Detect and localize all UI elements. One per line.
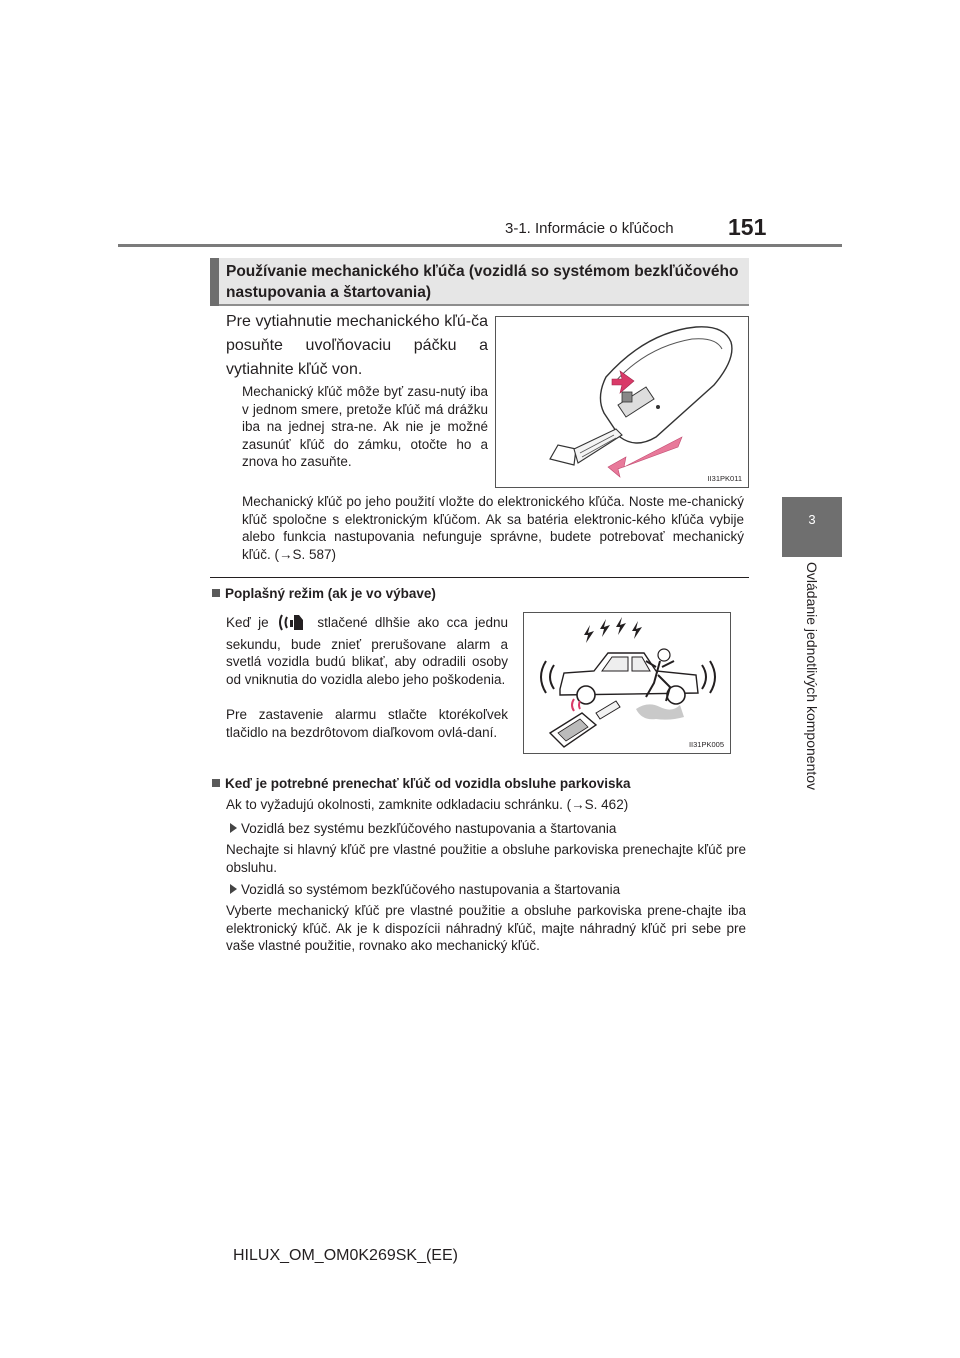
panic-heading	[212, 586, 436, 601]
banner-accent-bar	[210, 258, 219, 306]
square-bullet-icon	[212, 589, 220, 597]
valet-bullet-2	[230, 881, 620, 899]
mech-key-intro: Pre vytiahnutie mechanického kľú-ča posuňte uvoľňovaciu páčku a vytiahnite kľúč von.	[226, 313, 488, 378]
section-separator	[210, 577, 749, 578]
panic-alarm-illustration	[524, 613, 730, 753]
section-title: 3-1. Informácie o kľúčoch	[505, 220, 674, 237]
valet-bullet-2-text: Vozidlá so systémom bezkľúčového nastupovania a štartovania	[241, 882, 621, 897]
valet-intro: Ak to vyžadujú okolnosti, zamknite odkladaciu schránku. (→S. 462)	[226, 797, 629, 812]
chapter-tab: 3	[782, 497, 842, 557]
figure-code: II31PK005	[688, 740, 724, 749]
triangle-bullet-icon	[230, 823, 237, 833]
mech-key-figure	[495, 316, 749, 488]
valet-heading-text: Keď je potrebné prenechať kľúč od vozidla obsluhe parkoviska	[225, 776, 631, 791]
panic-figure	[523, 612, 731, 754]
figure-code: II31PK011	[707, 474, 742, 483]
triangle-bullet-icon	[230, 884, 237, 894]
valet-bullet-1-text: Vozidlá bez systému bezkľúčového nastupovania a štartovania	[241, 821, 617, 836]
panic-heading-text: Poplašný režim (ak je vo výbave)	[225, 586, 436, 601]
valet-heading	[212, 776, 630, 791]
mech-key-illustration	[496, 317, 748, 487]
valet-bullet-1	[230, 820, 616, 838]
panic-text-2: Pre zastavenie alarmu stlačte ktorékoľvek tlačidlo na bezdrôtovom diaľkovom ovlá-daní.	[226, 707, 508, 740]
square-bullet-icon	[212, 779, 220, 787]
mech-key-note-2: Mechanický kľúč po jeho použití vložte do elektronického kľúča. Noste me-chanický kľúč spoločne s elektronickým kľúčom. Ak sa batéria elektronic-kého kľúča vybije alebo funkcia nastupovania nefunguje správne, budete potrebovať mechanický kľúč. (→S. 587)	[242, 494, 744, 562]
chapter-title-wrap	[782, 562, 842, 812]
mech-key-note-1: Mechanický kľúč môže byť zasu-nutý iba v jednom smere, pretože kľúč má drážku iba na jednej stra-ne. Ak nie je možné zasunúť kľúč do zámku, otočte ho a znova ho zasuňte.	[242, 384, 488, 469]
panic-text-1-after: stlačené dlhšie ako cca jednu sekundu, bude znieť prerušovane alarm a svetlá vozidla budú blikať, aby odradili osoby od vniknutia do vozidla alebo jeho poškodenia.	[226, 615, 508, 687]
valet-text-1: Nechajte si hlavný kľúč pre vlastné použitie a obsluhe parkoviska prenechajte kľúč pre obsluhu.	[226, 842, 746, 875]
panic-text-1-before: Keď je	[226, 615, 269, 630]
header-rule	[118, 244, 842, 247]
panic-text-1	[226, 614, 508, 688]
banner-title: Používanie mechanického kľúča (vozidlá so systémom bezkľúčového nastupovania a štartovania)	[226, 263, 739, 301]
page-number: 151	[728, 214, 767, 240]
panic-button-icon	[278, 614, 308, 636]
valet-text-2: Vyberte mechanický kľúč pre vlastné použitie a obsluhe parkoviska prene-chajte iba elektronický kľúč. Ak je k dispozícii náhradný kľúč, majte náhradný kľúč pri sebe pre vaše vlastné použitie, rovnako ako mechanický kľúč.	[226, 903, 746, 953]
document-code: HILUX_OM_OM0K269SK_(EE)	[233, 1247, 458, 1264]
chapter-title: Ovládanie jednotlivých komponentov	[804, 562, 820, 791]
